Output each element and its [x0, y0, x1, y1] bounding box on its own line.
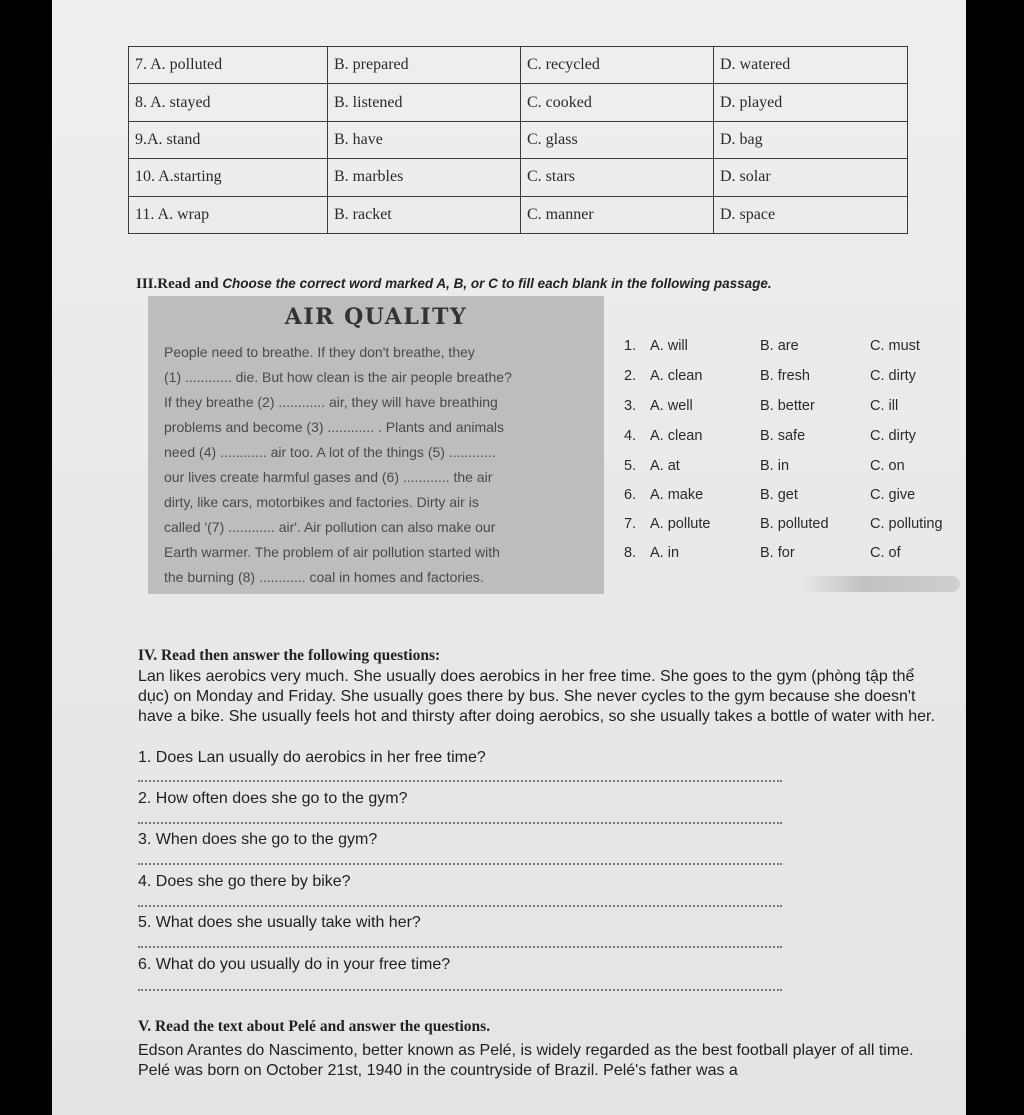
table-cell: B. racket — [328, 196, 521, 233]
section-4-heading: IV. Read then answer the following questions: — [138, 647, 441, 664]
air-quality-passage — [148, 296, 604, 594]
choice-c: C. polluting — [870, 516, 943, 532]
section-5-heading: V. Read the text about Pelé and answer the questions. — [138, 1018, 491, 1035]
table-cell: C. manner — [521, 196, 714, 233]
passage-line: (1) ............ die. But how clean is the air people breathe? — [164, 369, 512, 385]
choice-b: B. in — [760, 458, 790, 474]
choice-row — [620, 368, 960, 388]
section-5-paragraph: Edson Arantes do Nascimento, better known as Pelé, is widely regarded as the best football player of all time. Pelé was born on October 21st, 1940 in the countryside of Brazil. Pelé's father was a — [138, 1042, 914, 1079]
table-cell: 8. A. stayed — [129, 84, 328, 121]
table-row — [129, 84, 908, 121]
table-cell: D. bag — [714, 121, 908, 158]
choice-c: C. dirty — [870, 428, 916, 444]
table-cell: B. prepared — [328, 47, 521, 84]
choice-b: B. better — [760, 398, 815, 414]
passage-line: our lives create harmful gases and (6) ............ the air — [164, 469, 493, 485]
choice-c: C. dirty — [870, 368, 916, 384]
pronunciation-table — [128, 46, 908, 234]
choice-a: A. in — [650, 545, 680, 561]
choice-b: B. fresh — [760, 368, 810, 384]
choice-a: A. at — [650, 458, 680, 474]
table-cell: D. played — [714, 84, 908, 121]
answer-line — [138, 905, 782, 907]
choice-row — [620, 545, 960, 565]
choice-c: C. on — [870, 458, 905, 474]
question-2: 2. How often does she go to the gym? — [138, 790, 408, 807]
choice-a: A. clean — [650, 368, 703, 384]
choice-number: 3. — [624, 398, 637, 414]
question-4: 4. Does she go there by bike? — [138, 873, 351, 890]
table-cell: B. listened — [328, 84, 521, 121]
choice-number: 2. — [624, 368, 637, 384]
section-3-read: Read and — [157, 276, 219, 292]
choice-row — [620, 398, 960, 418]
choice-b: B. polluted — [760, 516, 829, 532]
choice-number: 8. — [624, 545, 637, 561]
choice-a: A. well — [650, 398, 693, 414]
question-3: 3. When does she go to the gym? — [138, 831, 378, 848]
choice-c: C. ill — [870, 398, 899, 414]
answer-line — [138, 989, 782, 991]
choice-c: C. must — [870, 338, 920, 354]
table-cell: B. have — [328, 121, 521, 158]
table-cell: B. marbles — [328, 159, 521, 196]
choice-row — [620, 487, 960, 507]
choice-number: 4. — [624, 428, 637, 444]
table-row — [129, 121, 908, 158]
passage-line: Earth warmer. The problem of air pollution started with — [164, 544, 500, 560]
table-cell: 11. A. wrap — [129, 196, 328, 233]
choice-a: A. make — [650, 487, 704, 503]
choice-c: C. of — [870, 545, 901, 561]
answer-line — [138, 822, 782, 824]
table-cell: C. stars — [521, 159, 714, 196]
passage-line: dirty, like cars, motorbikes and factories. Dirty air is — [164, 494, 479, 510]
passage-line: the burning (8) ............ coal in homes and factories. — [164, 569, 484, 585]
table-row — [129, 196, 908, 233]
answer-line — [138, 780, 782, 782]
choice-row — [620, 428, 960, 448]
passage-line: need (4) ............ air too. A lot of the things (5) ............ — [164, 444, 496, 460]
table-cell: 7. A. polluted — [129, 47, 328, 84]
choice-number: 7. — [624, 516, 637, 532]
passage-line: People need to breathe. If they don't breathe, they — [164, 344, 475, 360]
passage-line: called '(7) ............ air'. Air pollution can also make our — [164, 519, 496, 535]
question-5: 5. What does she usually take with her? — [138, 914, 421, 931]
table-cell: C. cooked — [521, 84, 714, 121]
table-cell: C. recycled — [521, 47, 714, 84]
passage-line: problems and become (3) ............ . Plants and animals — [164, 419, 505, 435]
answer-line — [138, 863, 782, 865]
table-cell: D. solar — [714, 159, 908, 196]
choice-c: C. give — [870, 487, 916, 503]
passage-title: AIR QUALITY — [284, 304, 468, 330]
section-3-roman: III. — [136, 276, 158, 292]
choice-a: A. pollute — [650, 516, 711, 532]
choice-number: 6. — [624, 487, 637, 503]
table-row — [129, 47, 908, 84]
smudge-mark — [800, 576, 960, 592]
section-3-heading — [136, 276, 772, 293]
passage-line: If they breathe (2) ............ air, they will have breathing — [164, 394, 498, 410]
answer-line — [138, 946, 782, 948]
table-cell: 10. A.starting — [129, 159, 328, 196]
table-cell: C. glass — [521, 121, 714, 158]
section-4-paragraph: Lan likes aerobics very much. She usually does aerobics in her free time. She goes to the gym (phòng tập thể dục) on Monday and Friday. She usually goes there by bus. She never cycles to the gym because she doesn't have a bike. She usually feels hot and thirsty after doing aerobics, so she usually takes a bottle of water with her. — [138, 668, 935, 725]
choice-number: 5. — [624, 458, 637, 474]
section-3-instruction: Choose the correct word marked A, B, or C to fill each blank in the following passage. — [222, 276, 772, 291]
choice-row — [620, 458, 960, 478]
table-cell: D. space — [714, 196, 908, 233]
choice-b: B. get — [760, 487, 798, 503]
choice-row — [620, 338, 960, 358]
choice-row — [620, 516, 960, 536]
choice-b: B. are — [760, 338, 799, 354]
question-1: 1. Does Lan usually do aerobics in her free time? — [138, 749, 486, 766]
choice-b: B. for — [760, 545, 795, 561]
table-cell: D. watered — [714, 47, 908, 84]
table-row — [129, 159, 908, 196]
choice-b: B. safe — [760, 428, 806, 444]
choice-a: A. will — [650, 338, 688, 354]
choice-number: 1. — [624, 338, 637, 354]
question-6: 6. What do you usually do in your free time? — [138, 956, 451, 973]
choice-a: A. clean — [650, 428, 703, 444]
table-cell: 9.A. stand — [129, 121, 328, 158]
